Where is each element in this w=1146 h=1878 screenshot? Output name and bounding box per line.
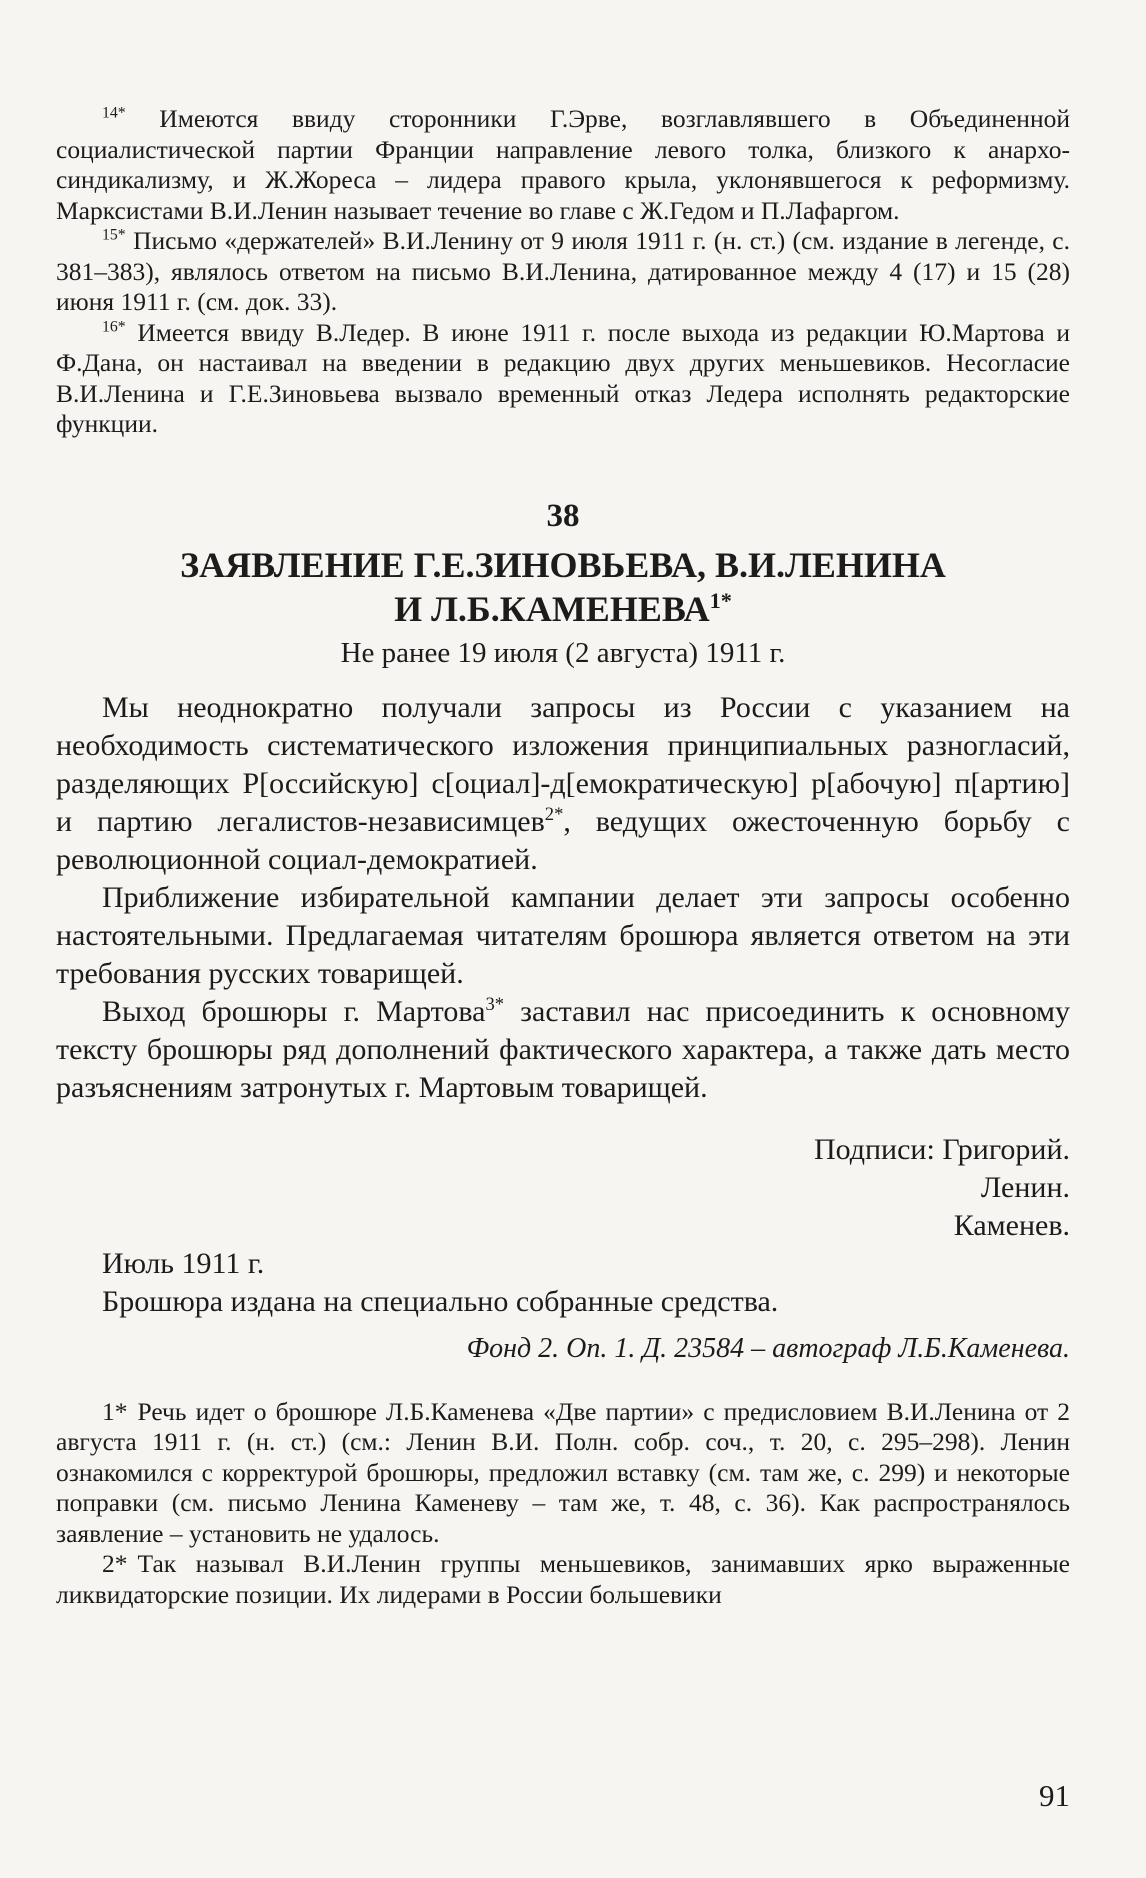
signature-kamenev: Каменев. <box>953 1208 1070 1242</box>
paragraph-3-text-a: Выход брошюры г. Мартова <box>102 994 486 1028</box>
page-number: 91 <box>1039 1778 1070 1813</box>
paragraph-1-text-b: , ведущих ожесточенную борьбу с революционной социал-демократией. <box>56 804 1070 876</box>
footnote-14 <box>56 104 1070 226</box>
publication-note: Брошюра издана на специально собранные средства. <box>102 1284 779 1318</box>
paragraph-2: Приближение избирательной кампании делает эти запросы особенно настоятельными. Предлагаемая читателям брошюра является ответом на эти требования русских товарищей. <box>56 880 1070 990</box>
footnote-mark: 1* <box>102 1396 128 1426</box>
footnote-2 <box>56 1549 1070 1610</box>
footnote-15 <box>56 226 1070 318</box>
document-month: Июль 1911 г. <box>102 1246 265 1280</box>
footnote-text: Имеются ввиду сторонники Г.Эрве, возглавлявшего в Объединенной социалистической партии Франции направление левого толка, близкого к анархо-синдикализму, и Ж.Жореса – лидера правого крыла, уклонявшегося к реформизму. Марксистами В.И.Ленин называет течение во главе с Ж.Гедом и П.Лафаргом. <box>56 104 1070 225</box>
paragraph-3 <box>56 993 1070 1107</box>
paragraph-1 <box>56 689 1070 879</box>
document-title <box>56 543 1070 631</box>
archive-reference: Фонд 2. Оп. 1. Д. 23584 – автограф Л.Б.Каменева. <box>466 1332 1070 1364</box>
footnote-16 <box>56 318 1070 440</box>
document-date: Не ранее 19 июля (2 августа) 1911 г. <box>340 636 786 669</box>
signature-grigory: Подписи: Григорий. <box>813 1132 1070 1166</box>
footnote-mark: 14* <box>102 104 126 122</box>
footnote-text: Письмо «держателей» В.И.Ленину от 9 июля 1911 г. (н. ст.) (см. издание в легенде, с. 381–383), являлось ответом на письмо В.И.Ленина, датированное между 4 (17) и 15 (28) июня 1911 г. (см. док. 33). <box>56 226 1070 316</box>
footnote-text: Речь идет о брошюре Л.Б.Каменева «Две партии» с предисловием В.И.Ленина от 2 августа 1911 г. (н. ст.) (см.: Ленин В.И. Полн. собр. соч., т. 20, с. 295–298). Ленин ознакомился с корректурой брошюры, предложил вставку (см. там же, с. 299) и некоторые поправки (см. письмо Ленина Каменеву – там же, т. 48, с. 36). Как распространялось заявление – установить не удалось. <box>56 1396 1070 1548</box>
page <box>56 104 1070 1824</box>
paragraph-3-text-b: заставил нас присоединить к основному тексту брошюры ряд дополнений фактического характера, а также дать место разъяснениям затронутых г. Мартовым товарищей. <box>56 994 1071 1104</box>
footnote-text: Имеется ввиду В.Ледер. В июне 1911 г. после выхода из редакции Ю.Мартова и Ф.Дана, он настаивал на введении в редакцию двух других меньшевиков. Несогласие В.И.Ленина и Г.Е.Зиновьева вызвало временный отказ Ледера исполнять редакторские функции. <box>56 317 1071 438</box>
footnote-text: Так называл В.И.Ленин группы меньшевиков, занимавших ярко выраженные ликвидаторские позиции. Их лидерами в России большевики <box>56 1549 1070 1609</box>
document-number: 38 <box>546 497 580 534</box>
paragraph-1-text-a: Мы неоднократно получали запросы из России с указанием на необходимость систематического изложения принципиальных разногласий, разделяющих Р[оссийскую] с[оциал]-д[емократическую] р[абочую] п[артию] и партию легалистов-независимцев <box>56 690 1070 838</box>
footnote-1 <box>56 1397 1070 1550</box>
signatures <box>56 1131 1070 1245</box>
title-line-1: ЗАЯВЛЕНИЕ Г.Е.ЗИНОВЬЕВА, В.И.ЛЕНИНА <box>180 544 946 585</box>
signature-lenin: Ленин. <box>980 1170 1070 1204</box>
title-footnote-mark: 1* <box>709 587 732 613</box>
footnote-mark: 2* <box>102 1549 128 1578</box>
footnote-mark: 16* <box>102 318 126 335</box>
footnote-mark: 15* <box>102 226 126 244</box>
title-line-2: И Л.Б.КАМЕНЕВА <box>394 588 710 629</box>
footnote-ref-3: 3* <box>485 993 505 1015</box>
footnote-ref-2: 2* <box>544 803 564 825</box>
